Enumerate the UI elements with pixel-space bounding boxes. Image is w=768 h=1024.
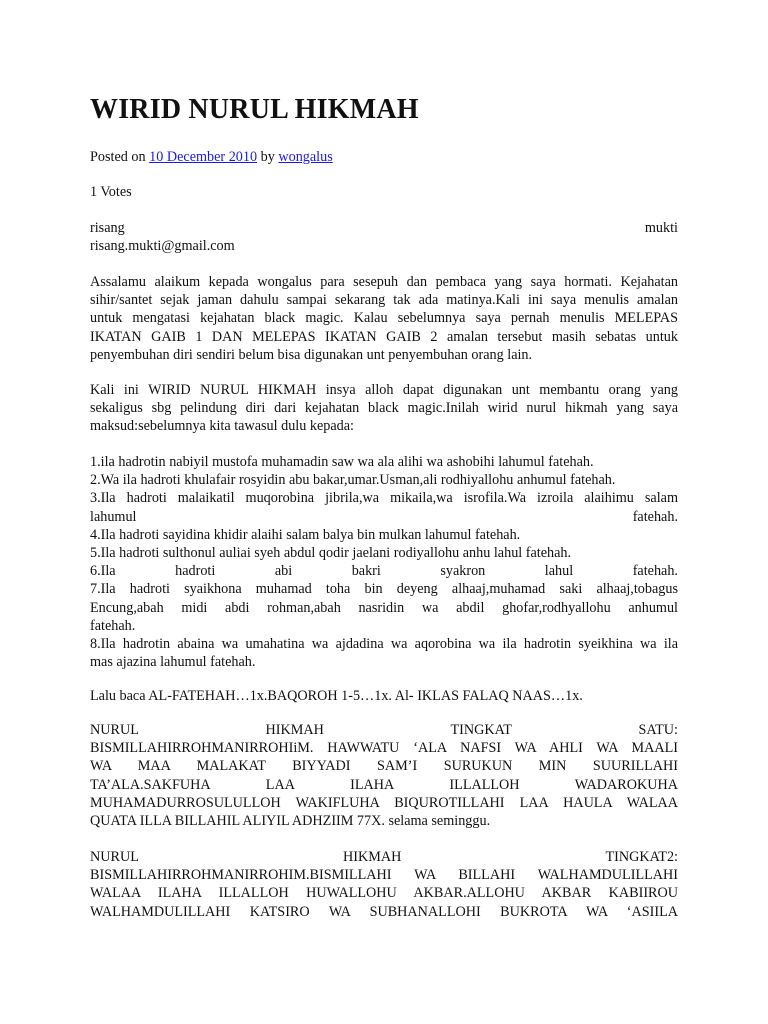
posted-by: by [260, 149, 275, 165]
tingkat-dua-paragraph [90, 848, 678, 921]
author-email: risang.mukti@gmail.com [90, 238, 235, 254]
text-line: WA MAA MALAKAT BIYYADI SAM’I SURUKUN MIN SUURILLAHI [90, 758, 678, 775]
text-line: WALHAMDULILLAHI KATSIRO WA SUBHANALLOHI BUKROTA WA ‘ASIILA [90, 903, 678, 920]
text-line: Assalamu alaikum kepada wongalus para sesepuh dan pembaca yang saya hormati. Kejahatan [90, 274, 678, 290]
text-line: maksud:sebelumnya kita tawasul dulu kepada: [90, 418, 354, 435]
text-line [90, 721, 678, 739]
posted-prefix: Posted on [90, 149, 146, 165]
text-line: QUATA ILLA BILLAHIL ALIYIL ADHZIIM 77X. selama seminggu. [90, 813, 491, 830]
text-line: Encung,abah midi abdi rohman,abah nasridin wa abdil ghofar,rodhyallohu anhumul [90, 599, 678, 616]
line-word: abi [274, 563, 293, 580]
text-line: BISMILLAHIRROHMANIRROHIM.BISMILLAHI WA BILLAHI WALHAMDULILLAHI [90, 867, 678, 884]
text-line [90, 848, 678, 866]
line-word: TINGKAT [450, 722, 512, 738]
line-word: fatehah. [632, 508, 678, 525]
text-line: IKATAN GAIB 1 DAN MELEPAS IKATAN GAIB 2 amalan tersebut masih sebatas untuk [90, 328, 678, 345]
line-word: 6.Ila [90, 563, 116, 580]
fatehah-paragraph: Lalu baca AL-FATEHAH…1x.BAQOROH 1-5…1x. Al- IKLAS FALAQ NAAS…1x. [90, 688, 583, 704]
tawasul-list [90, 453, 678, 671]
text-line: fatehah. [90, 617, 136, 634]
posted-date-link[interactable]: 10 December 2010 [149, 149, 258, 165]
author-link[interactable]: wongalus [278, 149, 333, 165]
line-word: WADAROKUHA [574, 776, 678, 793]
text-line: Kali ini WIRID NURUL HIKMAH insya alloh dapat digunakan unt membantu orang yang [90, 382, 678, 398]
text-line: penyembuhan diri sendiri belum bisa digunakan unt penyembuhan orang lain. [90, 346, 533, 363]
text-line: mas ajazina lahumul fatehah. [90, 654, 256, 671]
author-first-name: risang [90, 220, 125, 236]
line-word: HIKMAH [343, 849, 402, 865]
post-meta [90, 148, 678, 166]
text-line: sekaligus sbg pelindung diri dari kejahatan black magic.Inilah wirid nurul hikmah yang saya [90, 400, 678, 417]
line-word: fatehah. [632, 563, 678, 580]
text-line: 5.Ila hadroti sulthonul auliai syeh abdul qodir jaelani rodiyallohu anhu lahul fatehah. [90, 545, 572, 562]
line-word: TA’ALA.SAKFUHA [90, 776, 211, 793]
line-word: NURUL [90, 849, 139, 865]
line-word: syakron [440, 563, 486, 580]
text-line [90, 508, 678, 526]
text-line: 2.Wa ila hadroti khulafair rosyidin abu bakar,umar.Usman,ali rodhiyallohu anhumul fatehah. [90, 472, 616, 489]
text-line [90, 562, 678, 580]
line-word: lahumul [90, 508, 137, 525]
text-line: 8.Ila hadrotin abaina wa umahatina wa ajdadina wa aqorobina wa ila hadrotin syeikhina wa ila [90, 636, 678, 653]
text-line: MUHAMADURROSULULLOH WAKIFLUHA BIQUROTILLAHI LAA HAULA WALAA [90, 794, 678, 811]
line-word: HIKMAH [265, 722, 324, 738]
text-line: 3.Ila hadroti malaikatil muqorobina jibrila,wa mikaila,wa isrofila.Wa izroila alaihimu salam [90, 490, 678, 507]
text-line [90, 776, 678, 794]
text-line: 4.Ila hadroti sayidina khidir alaihi salam balya bin mulkan lahumul fatehah. [90, 526, 521, 543]
author-last-name: mukti [644, 220, 678, 236]
text-line: 7.Ila hadroti syaikhona muhamad toha bin deyeng alhaaj,muhamad saki alhaaj,tobagus [90, 581, 678, 598]
author-name [90, 219, 678, 237]
tingkat-satu-paragraph [90, 721, 678, 830]
line-word: ILAHA [350, 776, 395, 793]
line-word: LAA [265, 776, 295, 793]
line-word: SATU: [638, 722, 678, 738]
votes-count: 1 Votes [90, 184, 132, 200]
line-word: lahul [544, 563, 574, 580]
line-word: bakri [351, 563, 381, 580]
text-line: 1.ila hadrotin nabiyil mustofa muhamadin saw wa ala alihi wa ashobihi lahumul fatehah. [90, 454, 594, 470]
line-word: ILLALLOH [449, 776, 520, 793]
text-line: WALAA ILAHA ILLALLOH HUWALLOHU AKBAR.ALLOHU AKBAR KABIIROU [90, 885, 678, 902]
text-line: untuk mengatasi kejahatan black magic. Kalau sebelumnya saya pernah menulis MELEPAS [90, 310, 678, 327]
intro-paragraph [90, 273, 678, 364]
article-title: WIRID NURUL HIKMAH [90, 94, 419, 125]
line-word: NURUL [90, 722, 139, 738]
text-line: sihir/santet sejak jaman dahulu sampai sekarang tak ada matinya.Kali ini saya menulis amalan [90, 292, 678, 309]
text-line: BISMILLAHIRROHMANIRROHIiM. HAWWATU ‘ALA NAFSI WA AHLI WA MAALI [90, 740, 678, 757]
line-word: hadroti [175, 563, 216, 580]
second-paragraph [90, 381, 678, 436]
line-word: TINGKAT2: [605, 849, 678, 865]
